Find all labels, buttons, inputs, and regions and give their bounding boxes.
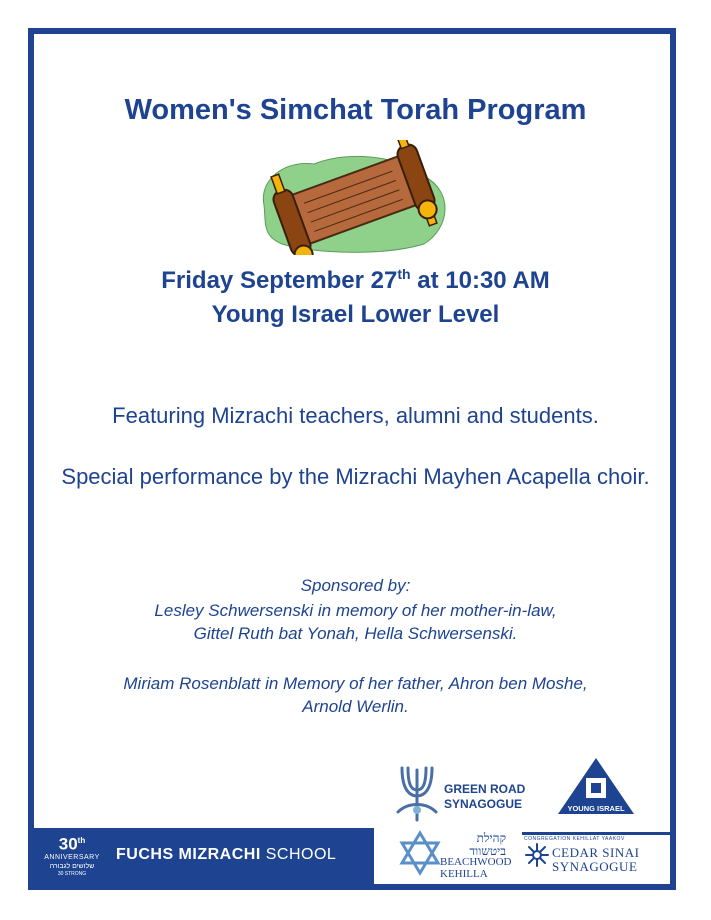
event-venue: Young Israel Lower Level xyxy=(211,301,500,328)
event-date: Friday September 27th at 10:30 AM xyxy=(161,266,550,294)
beachwood-hebrew: קהילת ביטשווד xyxy=(469,831,506,858)
sponsor-2 xyxy=(40,672,671,718)
sponsor-1 xyxy=(40,599,671,645)
featuring-text: Featuring Mizrachi teachers, alumni and students. xyxy=(112,403,599,428)
sponsor-2-line-1: Miriam Rosenblatt in Memory of her father, Ahron ben Moshe, xyxy=(123,674,588,693)
sponsor-2-line-2: Arnold Werlin. xyxy=(302,697,409,716)
cedar-sinai-logo: CEDAR SINAI SYNAGOGUE xyxy=(552,845,640,874)
cedar-sinai-emblem-icon xyxy=(524,842,550,868)
menorah-icon xyxy=(394,762,440,824)
young-israel-label: YOUNG ISRAEL xyxy=(567,804,625,813)
cedar-sinai-congregation: CONGREGATION KEHILLAT YAAKOV xyxy=(524,836,625,842)
star-of-david-icon xyxy=(398,830,442,876)
school-logo-bar xyxy=(34,828,374,884)
sponsor-heading: Sponsored by: xyxy=(300,576,411,595)
school-name: FUCHS MIZRACHI SCHOOL xyxy=(116,846,337,863)
cedar-sinai-rule xyxy=(522,832,670,835)
sponsor-1-line-1: Lesley Schwersenski in memory of her mother-in-law, xyxy=(154,601,557,620)
young-israel-triangle-icon xyxy=(556,756,636,816)
torah-scroll-icon xyxy=(254,140,454,255)
anniversary-badge: 30th ANNIVERSARY שלושים לגבורה 30 STRONG xyxy=(44,834,100,877)
page-title: Women's Simchat Torah Program xyxy=(124,94,587,126)
performance-text: Special performance by the Mizrachi Mayhen Acapella choir. xyxy=(61,464,650,489)
beachwood-kehilla-logo: BEACHWOOD KEHILLA xyxy=(440,856,512,880)
green-road-logo: GREEN ROAD SYNAGOGUE xyxy=(444,782,526,811)
sponsor-1-line-2: Gittel Ruth bat Yonah, Hella Schwersenski. xyxy=(193,624,518,643)
